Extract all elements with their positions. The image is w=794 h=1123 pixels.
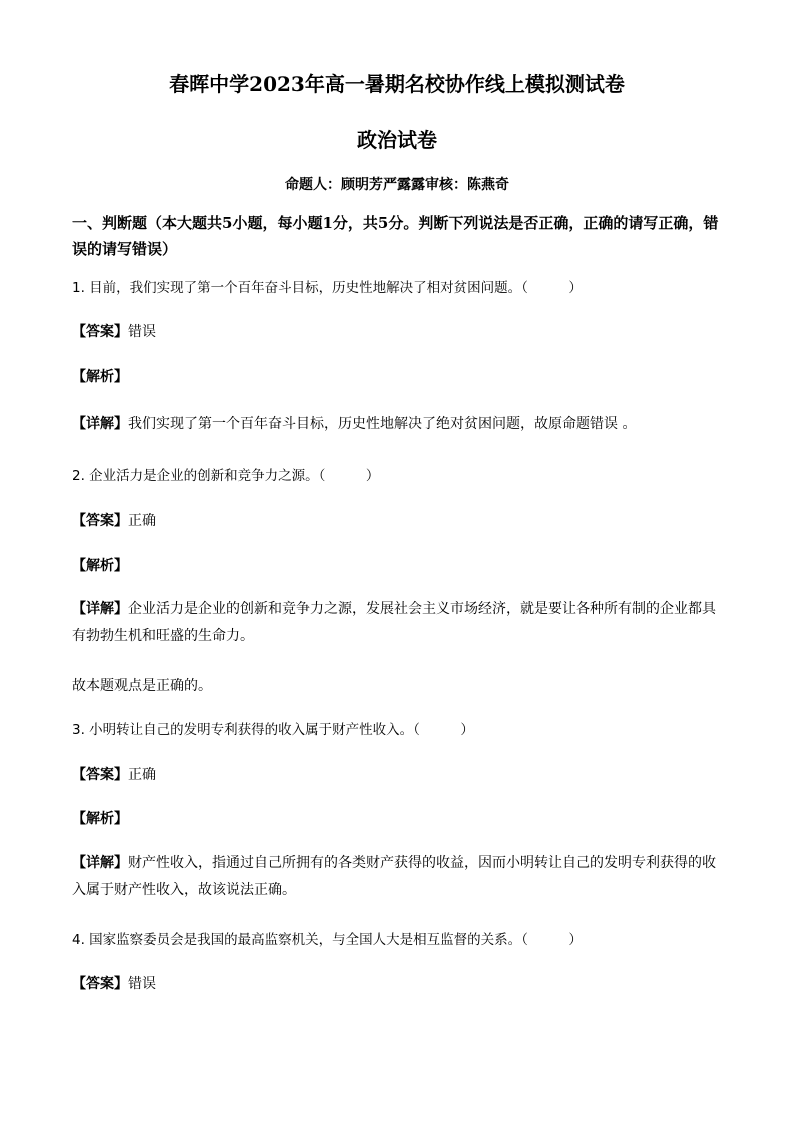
analysis-label: 【解析】 <box>72 811 128 827</box>
question-4-answer <box>72 973 722 995</box>
answer-value: 错误 <box>128 976 156 992</box>
question-3-answer <box>72 764 722 786</box>
question-2-extra: 故本题观点是正确的。 <box>72 678 212 694</box>
answer-label: 【答案】 <box>72 324 128 340</box>
answer-value: 正确 <box>128 513 156 529</box>
question-2-stem: 2. 企业活力是企业的创新和竞争力之源。（ ） <box>72 468 380 484</box>
question-1-analysis <box>72 366 722 388</box>
answer-value: 正确 <box>128 767 156 783</box>
question-1-detail <box>72 413 722 435</box>
detail-text: 企业活力是企业的创新和竞争力之源，发展社会主义市场经济，就是要让各种所有制的企业都具有勃勃生机和旺盛的生命力。 <box>72 601 716 644</box>
detail-label: 【详解】 <box>72 855 128 871</box>
answer-label: 【答案】 <box>72 513 128 529</box>
exam-subtitle: 政治试卷 <box>357 128 437 152</box>
question-2-detail <box>72 596 722 650</box>
detail-label: 【详解】 <box>72 601 128 617</box>
question-2-answer <box>72 510 722 532</box>
question-1-stem: 1. 目前，我们实现了第一个百年奋斗目标，历史性地解决了相对贫困问题。（ ） <box>72 280 582 296</box>
question-3-detail <box>72 850 722 904</box>
answer-label: 【答案】 <box>72 767 128 783</box>
analysis-label: 【解析】 <box>72 558 128 574</box>
section-heading: 一、判断题（本大题共5小题，每小题1分，共5分。判断下列说法是否正确，正确的请写正确，错误的请写错误） <box>72 214 719 258</box>
question-4-stem: 4. 国家监察委员会是我国的最高监察机关，与全国人大是相互监督的关系。（ ） <box>72 932 582 948</box>
answer-value: 错误 <box>128 324 156 340</box>
question-3-stem: 3. 小明转让自己的发明专利获得的收入属于财产性收入。（ ） <box>72 722 474 738</box>
detail-text: 我们实现了第一个百年奋斗目标，历史性地解决了绝对贫困问题，故原命题错误 。 <box>128 416 637 432</box>
answer-label: 【答案】 <box>72 976 128 992</box>
exam-title: 春晖中学2023年高一暑期名校协作线上模拟测试卷 <box>169 72 625 96</box>
question-3-analysis <box>72 808 722 830</box>
analysis-label: 【解析】 <box>72 369 128 385</box>
detail-text: 财产性收入，指通过自己所拥有的各类财产获得的收益，因而小明转让自己的发明专利获得的收入属于财产性收入，故该说法正确。 <box>72 855 716 898</box>
author-line: 命题人：顾明芳严露露审核：陈燕奇 <box>285 177 509 193</box>
question-1-answer <box>72 321 722 343</box>
question-2-analysis <box>72 555 722 577</box>
detail-label: 【详解】 <box>72 416 128 432</box>
